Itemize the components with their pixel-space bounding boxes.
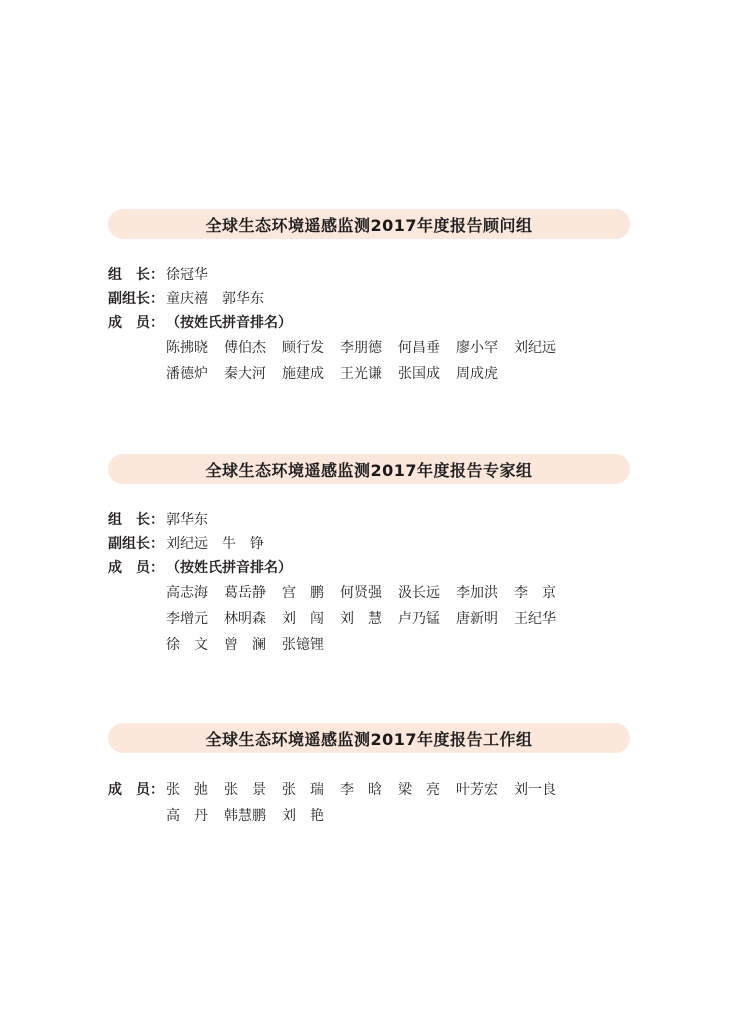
vice-leader-name: 刘纪远 — [166, 536, 208, 552]
member-name: 王纪华 — [514, 611, 556, 627]
leader-row — [108, 263, 630, 287]
member-name: 林明森 — [224, 611, 266, 627]
section-title-band — [108, 209, 630, 239]
vice-leader-label: 副组长： — [108, 536, 164, 552]
member-list — [166, 777, 586, 829]
section-title-band — [108, 454, 630, 484]
section-body — [108, 508, 630, 658]
member-name: 唐新明 — [456, 611, 498, 627]
leader-label: 组 长： — [108, 267, 164, 283]
member-name: 刘一良 — [514, 782, 556, 798]
section-title: 全球生态环境遥感监测2017年度报告顾问组 — [205, 215, 533, 235]
vice-leader-label: 副组长： — [108, 291, 164, 307]
member-note: （按姓氏拼音排名） — [166, 315, 292, 331]
member-name: 叶芳宏 — [456, 782, 498, 798]
leader-label: 组 长： — [108, 512, 164, 528]
member-name: 李 晗 — [340, 782, 382, 798]
section-title-band — [108, 723, 630, 753]
member-name: 傅伯杰 — [224, 340, 266, 356]
member-name: 顾行发 — [282, 340, 324, 356]
member-name: 施建成 — [282, 366, 324, 382]
member-name: 何贤强 — [340, 585, 382, 601]
vice-leader-name: 童庆禧 — [166, 291, 208, 307]
member-note: （按姓氏拼音排名） — [166, 560, 292, 576]
member-name: 陈拂晓 — [166, 340, 208, 356]
member-name: 周成虎 — [456, 366, 498, 382]
member-name: 汲长远 — [398, 585, 440, 601]
member-name: 高志海 — [166, 585, 208, 601]
member-label: 成 员： — [108, 560, 164, 576]
vice-leader-name: 牛 铮 — [222, 536, 264, 552]
leader-row — [108, 508, 630, 532]
member-name: 秦大河 — [224, 366, 266, 382]
member-name: 何昌垂 — [398, 340, 440, 356]
leader-name: 郭华东 — [166, 512, 208, 528]
member-name: 刘 慧 — [340, 611, 382, 627]
vice-leader-name: 郭华东 — [222, 291, 264, 307]
member-name: 王光谦 — [340, 366, 382, 382]
member-list — [166, 335, 586, 387]
member-name: 潘德炉 — [166, 366, 208, 382]
member-name: 徐 文 — [166, 637, 208, 653]
member-name: 李加洪 — [456, 585, 498, 601]
member-label: 成 员： — [108, 782, 164, 798]
section-body — [108, 263, 630, 387]
member-name: 李增元 — [166, 611, 208, 627]
member-row — [108, 311, 630, 335]
member-name: 韩慧鹏 — [224, 808, 266, 824]
member-name: 卢乃锰 — [398, 611, 440, 627]
member-name: 刘 艳 — [282, 808, 324, 824]
leader-name: 徐冠华 — [166, 267, 208, 283]
member-name: 李朋德 — [340, 340, 382, 356]
member-name: 高 丹 — [166, 808, 208, 824]
advisory-group-section — [108, 209, 630, 387]
member-row — [108, 556, 630, 580]
member-name: 葛岳静 — [224, 585, 266, 601]
member-name: 曾 澜 — [224, 637, 266, 653]
member-name: 刘 闯 — [282, 611, 324, 627]
member-list — [166, 580, 586, 658]
vice-leader-row — [108, 532, 630, 556]
member-name: 宫 鹏 — [282, 585, 324, 601]
working-group-section — [108, 723, 630, 829]
vice-leader-row — [108, 287, 630, 311]
member-name: 张镱锂 — [282, 637, 324, 653]
member-name: 刘纪远 — [514, 340, 556, 356]
section-body — [108, 777, 630, 829]
member-name: 廖小罕 — [456, 340, 498, 356]
section-title: 全球生态环境遥感监测2017年度报告专家组 — [205, 460, 533, 480]
member-name: 张 景 — [224, 782, 266, 798]
section-title: 全球生态环境遥感监测2017年度报告工作组 — [205, 729, 533, 749]
member-name: 张 弛 — [166, 782, 208, 798]
member-name: 梁 亮 — [398, 782, 440, 798]
member-label: 成 员： — [108, 315, 164, 331]
member-name: 李 京 — [514, 585, 556, 601]
expert-group-section — [108, 454, 630, 658]
member-name: 张 瑞 — [282, 782, 324, 798]
member-name: 张国成 — [398, 366, 440, 382]
